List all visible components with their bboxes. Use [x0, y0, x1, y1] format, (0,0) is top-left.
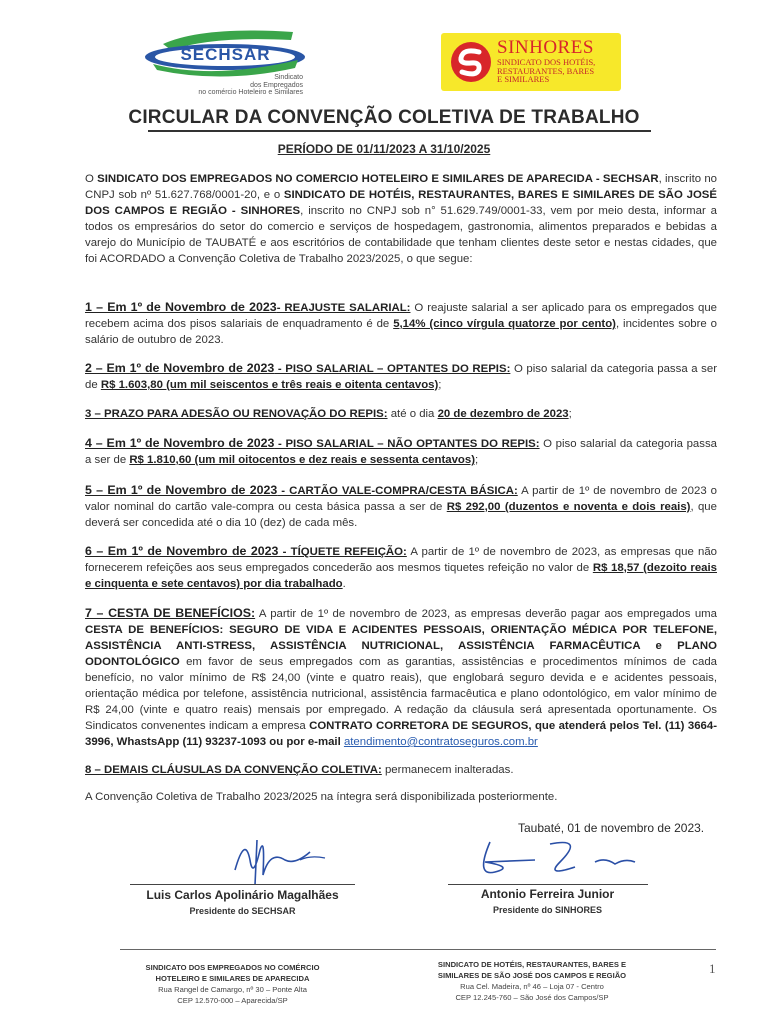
clause-1 [85, 299, 717, 348]
clause-3-highlight: 20 de dezembro de 2023 [437, 408, 569, 420]
footer-divider [120, 949, 716, 950]
footer-right-line-2: SIMILARES DE SÃO JOSÉ DOS CAMPOS E REGIÃO [437, 971, 627, 980]
footer-right [412, 959, 652, 1003]
signatory-right-name: Antonio Ferreira Junior [480, 887, 615, 901]
footer-left-cep: CEP 12.570-000 – Aparecida/SP [177, 996, 288, 1005]
clause-3-heading: 3 – PRAZO PARA ADESÃO OU RENOVAÇÃO DO REPIS: [85, 408, 388, 420]
clause-2-text-2: ; [438, 379, 442, 391]
signatory-right-role: Presidente do SINHORES [492, 905, 603, 915]
signatory-left-role: Presidente do SECHSAR [189, 906, 296, 916]
clause-5-heading: 5 – Em 1º de Novembro de 2023 [85, 483, 278, 497]
clause-2-heading: 2 – Em 1º de Novembro de 2023 [85, 361, 275, 375]
clause-4 [85, 435, 717, 468]
sechsar-tagline [148, 74, 303, 97]
clause-8-heading: 8 – DEMAIS CLÁUSULAS DA CONVENÇÃO COLETIVA: [85, 764, 382, 776]
clause-6 [85, 543, 717, 592]
sechsar-logo-text: SECHSAR [180, 45, 271, 64]
intro-sechsar-name: SINDICATO DOS EMPREGADOS NO COMERCIO HOTELEIRO E SIMILARES DE APARECIDA - SECHSAR [97, 173, 659, 185]
clause-6-topic: - TÍQUETE REFEIÇÃO: [278, 546, 407, 558]
period-heading: PERÍODO DE 01/11/2023 A 31/10/2025 [277, 142, 491, 156]
clause-4-heading: 4 – Em 1º de Novembro de 2023 [85, 436, 275, 450]
footer-left-address: Rua Rangel de Camargo, nº 30 – Ponte Alta [158, 985, 307, 994]
sinhores-logo-text: SINHORES [497, 37, 594, 58]
clause-5 [85, 482, 717, 531]
clause-7-text-2: em favor de seus empregados com as garantias, assistências e procedimentos mínimos de cada benefício, no valor mínimo de R$ 24,00 (vinte e quatro reais), que englobará seguro devida e e acidentes pessoais, orientação médica por telefone, assistência nutricional, assistência farmacêutica e plano odontológico, em valor mínimo de R$ 24,00 (vinte e quatro reais) mensais por empregado. A redação da cláusula será apresentada oportunamente. Os Sindicatos convenentes indicam a empresa [85, 656, 717, 732]
clause-1-text-1: O reajuste salarial a ser aplicado para os empregados que recebem acima dos pisos salariais de enquadramento é de [85, 302, 717, 330]
footer-right-line-1: SINDICATO DE HOTÉIS, RESTAURANTES, BARES E [437, 960, 627, 969]
clause-1-heading: 1 – Em 1º de Novembro de 2023 [85, 300, 277, 314]
sechsar-tagline-3: no comércio Hoteleiro e Similares [198, 89, 303, 96]
sechsar-tagline-2: dos Empregados [250, 81, 303, 89]
clause-6-text-3: . [342, 578, 346, 590]
clause-5-highlight: R$ 292,00 (duzentos e noventa e dois reais) [446, 501, 691, 513]
intro-sinhores-name: SINDICATO DE HOTÉIS, RESTAURANTES, BARES E SIMILARES DE SÃO JOSÉ DOS CAMPOS E REGIÃO - SINHORES [85, 189, 717, 217]
sinhores-tagline-1: SINDICATO DOS HOTÉIS, [497, 57, 596, 67]
document-title: CIRCULAR DA CONVENÇÃO COLETIVA DE TRABALHO [128, 107, 640, 128]
clause-4-topic: - PISO SALARIAL – NÃO OPTANTES DO REPIS: [274, 438, 540, 450]
clause-7-benefits: CESTA DE BENEFÍCIOS: SEGURO DE VIDA E ACIDENTES PESSOAIS, ORIENTAÇÃO MÉDICA POR TELEFONE, ASSISTÊNCIA ANTI-STRESS, ASSISTÊNCIA NUTRICIONAL, ASSISTÊNCIA FARMACÊUTICA e PLANO ODONTOLÓGICO [85, 624, 717, 668]
footer-left [120, 962, 345, 1006]
page-number: 1 [709, 961, 716, 976]
clause-6-text-1: A partir de 1º de novembro de 2023, as empresas que não fornecerem refeições aos seus empregados concederão aos mesmos tiquetes refeição no valor de [85, 546, 717, 574]
sinhores-emblem-icon [449, 40, 493, 84]
clause-7-contact: CONTRATO CORRETORA DE SEGUROS, que atenderá pelos Tel. (11) 3664-3996, WhastsApp (11) 93237-1093 ou por e-mail [85, 720, 717, 748]
signatory-left-name: Luis Carlos Apolinário Magalhães [146, 888, 339, 902]
sinhores-tagline-3: E SIMILARES [497, 74, 550, 84]
clause-1-text-2: , incidentes sobre o salário de outubro de 2023. [85, 318, 718, 346]
clause-3 [85, 406, 717, 422]
clause-7-heading: 7 – CESTA DE BENEFÍCIOS: [85, 606, 256, 620]
place-date: Taubaté, 01 de novembro de 2023. [518, 821, 705, 835]
signature-right-icon [465, 832, 645, 890]
footer-left-line-2: HOTELEIRO E SIMILARES DE APARECIDA [155, 974, 310, 983]
clause-5-topic: - CARTÃO VALE-COMPRA/CESTA BÁSICA: [277, 485, 518, 497]
clause-4-highlight: R$ 1.810,60 (um mil oitocentos e dez reais e sessenta centavos) [129, 454, 475, 466]
clause-5-text-1: A partir de 1º de novembro de 2023 o valor nominal do cartão vale-compra ou cesta básica passa a ser de [85, 485, 717, 513]
clause-4-text-1: O piso salarial da categoria passa a ser de [85, 438, 717, 466]
clause-4-text-2: ; [475, 454, 479, 466]
clause-6-text-2: por dia trabalhado [240, 578, 343, 590]
sinhores-logo [441, 33, 621, 91]
clause-7 [85, 605, 717, 750]
clause-2-highlight: R$ 1.603,80 (um mil seiscentos e três reais e oitenta centavos) [100, 379, 439, 391]
title-underline [148, 130, 651, 132]
intro-text-1: O [85, 173, 98, 185]
clause-8-text-1: permanecem inalteradas. [381, 764, 514, 776]
clause-6-highlight: R$ 18,57 (dezoito reais e cinquenta e sete centavos) [85, 562, 717, 590]
intro-text-2: , inscrito no CNPJ sob nº 51.627.768/0001-20, e o [85, 173, 717, 201]
sinhores-tagline [497, 58, 595, 84]
intro-paragraph [85, 171, 717, 267]
clause-1-topic: - REAJUSTE SALARIAL: [276, 302, 411, 314]
clause-3-text-2: ; [568, 408, 572, 420]
intro-text-3: , inscrito no CNPJ sob n° 51.629.749/0001-33, vem por meio desta, informar a todos os empresários do setor do comercio e serviços de hospedagem, gastronomia, alimentos preparados e bebidas a varejo do Município de TAUBATÉ e aos escritórios de contabilidade que tenham clientes deste setor e nestas cidades, que foi ACORDADO a Convenção Coletiva de Trabalho 2023/2025, o que segue: [85, 205, 718, 265]
sechsar-tagline-1: Sindicato [274, 74, 303, 81]
clause-1-highlight: 5,14% (cinco vírgula quatorze por cento) [393, 318, 616, 330]
clause-2-text-1: O piso salarial da categoria passa a ser de [85, 363, 717, 391]
clause-2-topic: - PISO SALARIAL – OPTANTES DO REPIS: [274, 363, 511, 375]
signature-line-right [448, 884, 648, 885]
clause-2 [85, 360, 717, 393]
footer-right-cep: CEP 12.245-760 – São José dos Campos/SP [455, 993, 609, 1002]
clause-6-heading: 6 – Em 1º de Novembro de 2023 [85, 544, 279, 558]
clause-7-text-1: A partir de 1º de novembro de 2023, as empresas deverão pagar aos empregados uma [255, 608, 717, 620]
clause-8 [85, 762, 717, 778]
signature-left-icon [215, 830, 335, 890]
footer-right-address: Rua Cel. Madeira, nº 46 – Loja 07 - Centro [460, 982, 604, 991]
signature-line-left [130, 884, 355, 885]
sinhores-tagline-2: RESTAURANTES, BARES [497, 65, 595, 76]
clause-3-text-1: até o dia [387, 408, 438, 420]
closing-text: A Convenção Coletiva de Trabalho 2023/2025 na íntegra será disponibilizada posteriormente. [85, 791, 558, 803]
email-link[interactable]: atendimento@contratoseguros.com.br [343, 736, 538, 748]
footer-left-line-1: SINDICATO DOS EMPREGADOS NO COMÉRCIO [145, 963, 320, 972]
clause-5-text-2: , que deverá ser concedida até o dia 10 (dez) de cada mês. [85, 501, 717, 529]
